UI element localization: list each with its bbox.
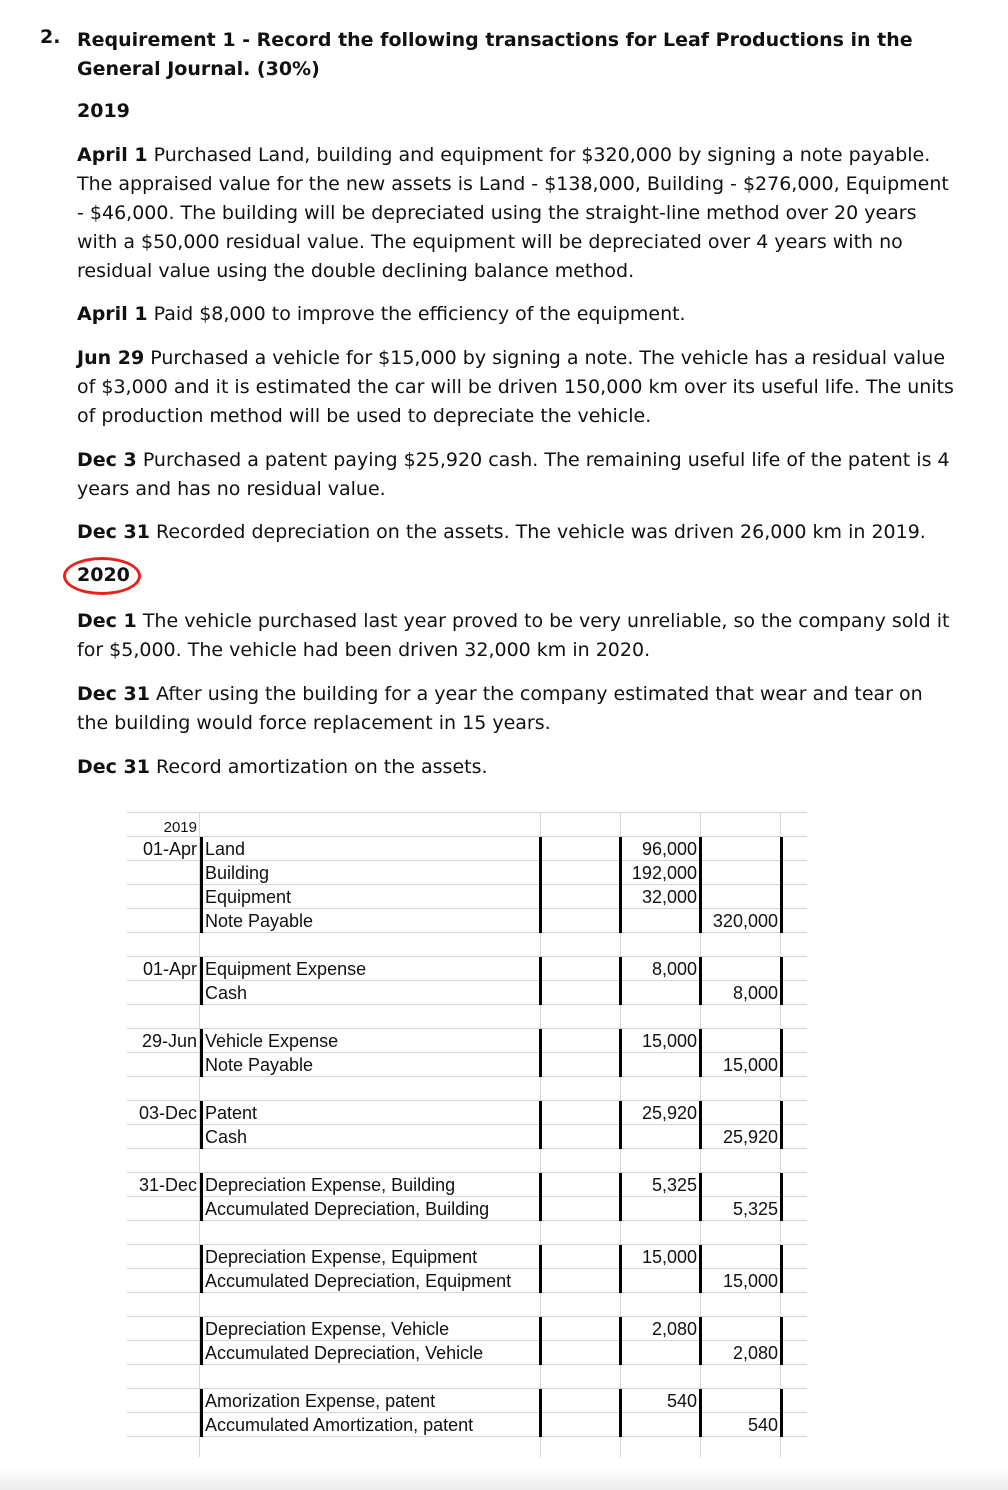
transaction-paragraph	[77, 518, 957, 547]
transaction-date: April 1	[77, 303, 148, 325]
year-heading-2019: 2019	[77, 100, 130, 122]
transaction-paragraph	[77, 141, 957, 286]
entry-credit: 5,325	[732, 1199, 778, 1219]
account-column-border	[200, 1029, 203, 1077]
entry-credit: 8,000	[732, 983, 778, 1003]
column-border	[539, 1389, 542, 1437]
question-title: Requirement 1 - Record the following transactions for Leaf Productions in the General Journal. (30%)	[77, 29, 913, 80]
entry-credit: 320,000	[712, 911, 778, 931]
column-border	[539, 837, 542, 933]
credit-column-border	[780, 1317, 783, 1365]
entry-credit: 25,920	[722, 1127, 778, 1147]
entry-debit: 32,000	[641, 887, 697, 907]
entry-date: 31-Dec	[138, 1175, 197, 1195]
transaction-text: Record amortization on the assets.	[156, 756, 488, 778]
column-border	[539, 1101, 542, 1149]
entry-account: Depreciation Expense, Building	[205, 1175, 456, 1195]
year-heading-2020: 2020	[77, 564, 130, 586]
entry-account: Equipment	[205, 887, 292, 907]
credit-column-border	[780, 1245, 783, 1293]
credit-column-border	[780, 957, 783, 1005]
column-border	[539, 957, 542, 1005]
column-border	[619, 837, 622, 933]
column-border	[619, 957, 622, 1005]
entry-account: Cash	[205, 1127, 248, 1147]
transaction-date: Jun 29	[77, 347, 145, 369]
entry-account: Land	[205, 839, 246, 859]
debit-column-border	[699, 1173, 702, 1221]
transaction-text: After using the building for a year the company estimated that wear and tear on the building would force replacement in 15 years.	[77, 683, 923, 734]
transaction-paragraph	[77, 300, 957, 329]
credit-column-border	[780, 1173, 783, 1221]
entry-account: Accumulated Amortization, patent	[205, 1415, 474, 1435]
transaction-text: Recorded depreciation on the assets. The vehicle was driven 26,000 km in 2019.	[156, 521, 926, 543]
red-highlight-circle	[63, 557, 141, 595]
credit-column-border	[780, 1101, 783, 1149]
entry-debit: 2,080	[651, 1319, 697, 1339]
entry-account: Cash	[205, 983, 248, 1003]
entry-account: Amorization Expense, patent	[205, 1391, 436, 1411]
transaction-paragraph	[77, 753, 957, 782]
entry-account: Accumulated Depreciation, Vehicle	[205, 1343, 484, 1363]
transaction-text: Purchased a patent paying $25,920 cash. The remaining useful life of the patent is 4 years and has no residual value.	[77, 449, 950, 500]
debit-column-border	[699, 837, 702, 933]
account-column-border	[200, 1317, 203, 1365]
column-border	[619, 1101, 622, 1149]
entry-debit: 5,325	[651, 1175, 697, 1195]
column-border	[539, 1173, 542, 1221]
entry-date: 29-Jun	[141, 1031, 197, 1051]
account-column-border	[200, 1245, 203, 1293]
entry-debit: 15,000	[641, 1031, 697, 1051]
debit-column-border	[699, 1101, 702, 1149]
transaction-text: The vehicle purchased last year proved to be very unreliable, so the company sold it for $5,000. The vehicle had been driven 32,000 km in 2020.	[77, 610, 950, 661]
entry-debit: 96,000	[641, 839, 697, 859]
entry-date: 03-Dec	[138, 1103, 197, 1123]
question-number: 2.	[40, 26, 61, 48]
entry-debit: 192,000	[631, 863, 697, 883]
entry-account: Accumulated Depreciation, Building	[205, 1199, 490, 1219]
credit-column-border	[780, 1029, 783, 1077]
credit-column-border	[780, 837, 783, 933]
entry-account: Equipment Expense	[205, 959, 367, 979]
column-border	[539, 1029, 542, 1077]
entry-credit: 2,080	[732, 1343, 778, 1363]
journal-spreadsheet	[127, 812, 807, 1457]
entry-debit: 15,000	[641, 1247, 697, 1267]
transaction-paragraph	[77, 446, 957, 504]
column-border	[619, 1029, 622, 1077]
transaction-date: Dec 3	[77, 449, 137, 471]
transaction-text: Purchased Land, building and equipment for $320,000 by signing a note payable. The appraised value for the new assets is Land - $138,000, Building - $276,000, Equipment - $46,000. The building will be depreciated using the straight-line method over 20 years with a $50,000 residual value. The equipment will be depreciated over 4 years with no residual value using the double declining balance method.	[77, 144, 949, 282]
column-border	[619, 1245, 622, 1293]
column-border	[539, 1245, 542, 1293]
transaction-date: April 1	[77, 144, 148, 166]
transaction-paragraph	[77, 680, 957, 738]
transaction-date: Dec 1	[77, 610, 137, 632]
entry-debit: 540	[666, 1391, 697, 1411]
entry-debit: 8,000	[651, 959, 697, 979]
transaction-date: Dec 31	[77, 521, 150, 543]
debit-column-border	[699, 1245, 702, 1293]
column-border	[619, 1389, 622, 1437]
page-bottom-shadow	[0, 1468, 1008, 1490]
debit-column-border	[699, 1389, 702, 1437]
credit-column-border	[780, 1389, 783, 1437]
entry-account: Accumulated Depreciation, Equipment	[205, 1271, 512, 1291]
debit-column-border	[699, 1317, 702, 1365]
transaction-date: Dec 31	[77, 756, 150, 778]
transaction-paragraph	[77, 344, 957, 431]
debit-column-border	[699, 957, 702, 1005]
account-column-border	[200, 1173, 203, 1221]
account-column-border	[200, 837, 203, 933]
transaction-text: Purchased a vehicle for $15,000 by signing a note. The vehicle has a residual value of $3,000 and it is estimated the car will be driven 150,000 km over its useful life. The units of production method will be used to depreciate the vehicle.	[77, 347, 954, 427]
entry-debit: 25,920	[641, 1103, 697, 1123]
transaction-paragraph	[77, 607, 957, 665]
entry-credit: 15,000	[722, 1055, 778, 1075]
account-column-border	[200, 1101, 203, 1149]
entry-credit: 540	[747, 1415, 778, 1435]
entry-date: 01-Apr	[142, 839, 197, 859]
grid-line	[127, 812, 807, 813]
account-column-border	[200, 1389, 203, 1437]
entry-date: 01-Apr	[142, 959, 197, 979]
column-border	[619, 1317, 622, 1365]
column-border	[539, 1317, 542, 1365]
transaction-date: Dec 31	[77, 683, 150, 705]
entry-account: Vehicle Expense	[205, 1031, 339, 1051]
entry-account: Note Payable	[205, 1055, 314, 1075]
entry-credit: 15,000	[722, 1271, 778, 1291]
column-border	[619, 1173, 622, 1221]
debit-column-border	[699, 1029, 702, 1077]
transaction-text: Paid $8,000 to improve the efficiency of the equipment.	[153, 303, 686, 325]
entry-account: Patent	[205, 1103, 258, 1123]
journal-year: 2019	[163, 819, 197, 836]
entry-account: Depreciation Expense, Vehicle	[205, 1319, 450, 1339]
entry-account: Building	[205, 863, 270, 883]
entry-account: Note Payable	[205, 911, 314, 931]
entry-account: Depreciation Expense, Equipment	[205, 1247, 478, 1267]
account-column-border	[200, 957, 203, 1005]
